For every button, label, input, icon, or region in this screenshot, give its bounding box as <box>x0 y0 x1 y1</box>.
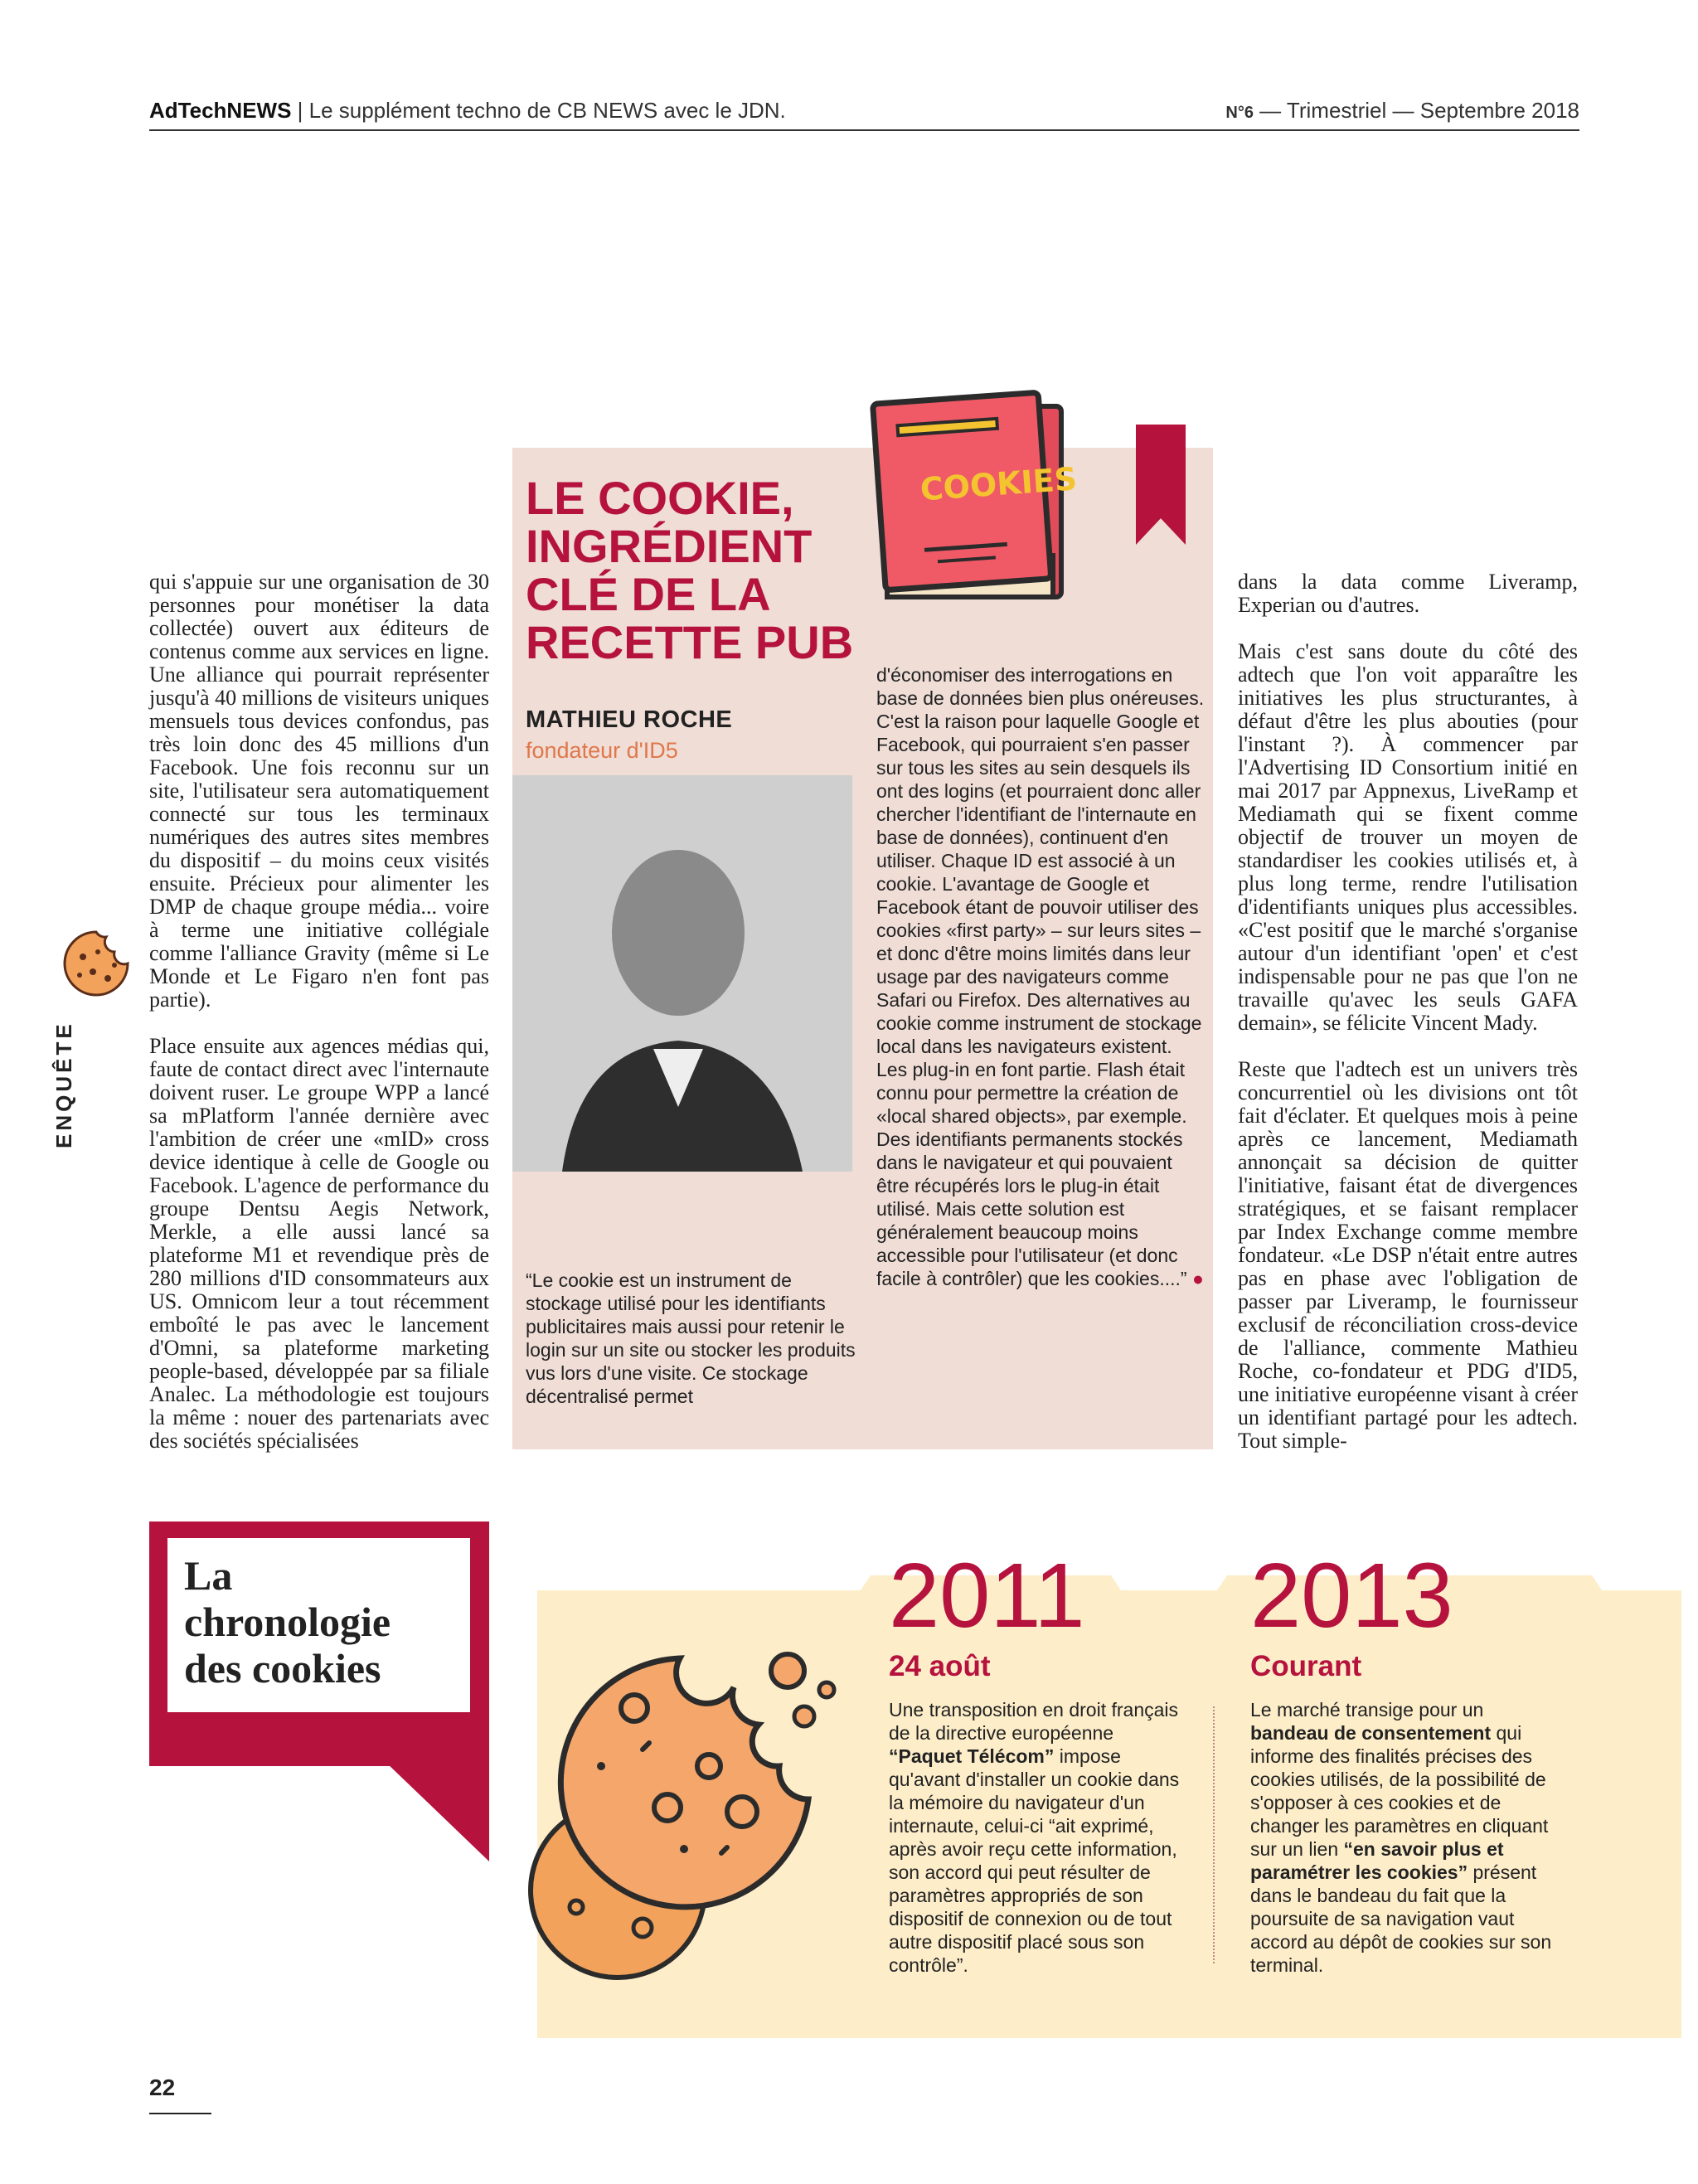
author-portrait <box>512 775 852 1172</box>
feature-title: LE COOKIE, INGRÉDIENT CLÉ DE LA RECETTE PUB <box>526 472 854 668</box>
timeline-description: Une transposition en droit français de la directive européenne “Paquet Télécom” impose qu'avant d'installer un cookie dans la mémoire du navigateur d'un internaute, celui-ci “ait exprimé, après avoir reçu cette information, son accord qui peut résulter de paramètres appropriés de son dispositif de connexion ou de tout autre dispositif placé sous son contrôle”. <box>889 1699 1180 1976</box>
chronology-title: La chronologie des cookies <box>184 1552 391 1691</box>
timeline-year: 2011 <box>889 1545 1085 1647</box>
speech-bubble-tail <box>386 1762 489 1861</box>
timeline-date: Courant <box>1250 1650 1362 1682</box>
issue-info <box>1225 98 1579 124</box>
page-number: 22 <box>149 2075 176 2100</box>
quote-text-continued: d'économiser des interrogations en base de données bien plus onéreuses. C'est la raison pour laquelle Google et Facebook, qui pourraient s'en passer sur tous les sites au sein desquels ils ont des logins (et pourraient donc aller chercher l'identifiant de l'internaute en base de données), continuent d'en utiliser. Chaque ID est associé à un cookie. L'avantage de Google et Facebook étant de pouvoir utiliser des cookies «first party» – sur leurs sites – et donc d'être moins limités dans leur usage par des navigateurs comme Safari ou Firefox. Des alternatives au cookie comme instrument de stockage local dans les navigateurs existent. Les plug-in en font partie. Flash était connu pour permettre la création de «local shared objects», par exemple. Des identifiants permanents stockés dans le navigateur et qui pouvaient être récupérés lors le plug-in était utilisé. Mais cette solution est généralement beaucoup moins accessible pour l'utilisateur (et donc facile à contrôler) que les cookies....” ● <box>876 664 1205 1289</box>
page-header <box>149 98 1579 131</box>
article-paragraph: dans la data comme Liveramp, Experian ou d'autres. <box>1238 570 1578 617</box>
book-label: COOKIES <box>919 460 1079 508</box>
article-paragraph: qui s'appuie sur une organisation de 30 personnes pour monétiser la data collectée) ouvert aux éditeurs de contenus comme aux services en ligne. Une alliance qui pourrait représenter jusqu'à 40 millions de visiteurs uniques mensuels tous devices confondus, pas très loin donc des 45 millions d'un Facebook. Une fois reconnu sur un site, l'utilisateur sera automatiquement connecté sur tous les terminaux numériques des autres sites membres du dispositif – du moins ceux visités ensuite. Précieux pour alimenter les DMP de chaque groupe média... voire à terme une initiative collégiale comme l'alliance Gravity (même si Le Monde et Le Figaro n'en font pas partie). <box>149 570 489 1012</box>
issue-number: N°6 <box>1225 104 1254 122</box>
book-icon <box>862 390 1094 630</box>
publication-tagline: | Le supplément techno de CB NEWS avec le JDN. <box>291 98 786 123</box>
author-name: MATHIEU ROCHE <box>526 706 733 733</box>
right-article-column <box>1238 570 1578 1476</box>
issue-date: — Trimestriel — Septembre 2018 <box>1253 98 1579 123</box>
article-paragraph: Reste que l'adtech est un univers très concurrentiel où les divisions ont tôt fait d'éclater. Et quelques mois à peine après ce lancement, Mediamath annonçait sa décision de quitter l'initiative, faisant état de divergences stratégiques, et se faisant remplacer par Index Exchange comme membre fondateur. «Le DSP n'était entre autres pas en phase avec l'obligation de passer par Liveramp, le fournisseur exclusif de réconciliation cross-device de l'alliance, commente Mathieu Roche, co-fondateur et PDG d'ID5, une initiative européenne visant à créer un identifiant partagé pour les adtech. Tout simple- <box>1238 1057 1578 1453</box>
page-number-rule <box>149 2113 211 2114</box>
section-label: ENQUÊTE <box>51 1021 76 1148</box>
timeline-divider <box>1213 1706 1215 1963</box>
timeline-date: 24 août <box>889 1650 991 1682</box>
publication-brand: AdTechNEWS | Le supplément techno de CB NEWS avec le JDN. <box>149 98 786 123</box>
article-paragraph: Place ensuite aux agences médias qui, faute de contact direct avec l'internaute doivent ruser. Le groupe WPP a lancé sa mPlatform l'année dernière avec l'ambition de créer une «mID» cross device identique à celle de Google ou Facebook. L'agence de performance du groupe Dentsu Aegis Network, Merkle, a elle aussi lancé sa plateforme M1 et revendique près de 280 millions d'ID consommateurs aux US. Omnicom leur a tout récemment emboîté le pas avec le lancement d'Omni, sa plateforme marketing people-based, développée par sa filiale Analec. La méthodologie est toujours la même : nouer des partenariats avec des sociétés spécialisées <box>149 1034 489 1453</box>
left-article-column <box>149 570 489 1476</box>
quote-text-start: “Le cookie est un instrument de stockage utilisé pour les identifiants publicitaires mais aussi pour retenir le login sur un site ou stocker les produits vus lors d'une visite. Ce stockage décentralisé permet <box>526 1269 856 1407</box>
timeline-year: 2013 <box>1250 1545 1453 1647</box>
cookie-icon <box>60 927 133 1000</box>
timeline-description: Le marché transige pour un bandeau de consentement qui informe des finalités précises des cookies utilisés, de la possibilité de s'opposer à ces cookies et de changer les paramètres en cliquant sur un lien “en savoir plus et paramétrer les cookies” présent dans le bandeau du fait que la poursuite de sa navigation vaut accord au dépôt de cookies sur son terminal. <box>1250 1699 1552 1976</box>
article-paragraph: Mais c'est sans doute du côté des adtech que l'on voit apparaître les initiatives les plus structurantes, à défaut d'être les plus abouties (pour l'instant ?). À commencer par l'Advertising ID Consortium initié en mai 2017 par Appnexus, LiveRamp et Mediamath qui se fixent comme objectif de trouver un moyen de standardiser les cookies utilisés et, à plus long terme, rendre l'utilisation d'identifiants uniques plus accessibles. «C'est positif que le marché s'organise autour d'un identifiant 'open' et c'est indispensable pour ne pas que l'on ne travaille qu'avec les seuls GAFA demain», se félicite Vincent Mady. <box>1238 639 1578 1035</box>
end-mark: ● <box>1191 1268 1204 1289</box>
author-role: fondateur d'ID5 <box>526 738 678 763</box>
portrait-silhouette <box>512 775 852 1172</box>
cookies-illustration <box>518 1642 866 1990</box>
